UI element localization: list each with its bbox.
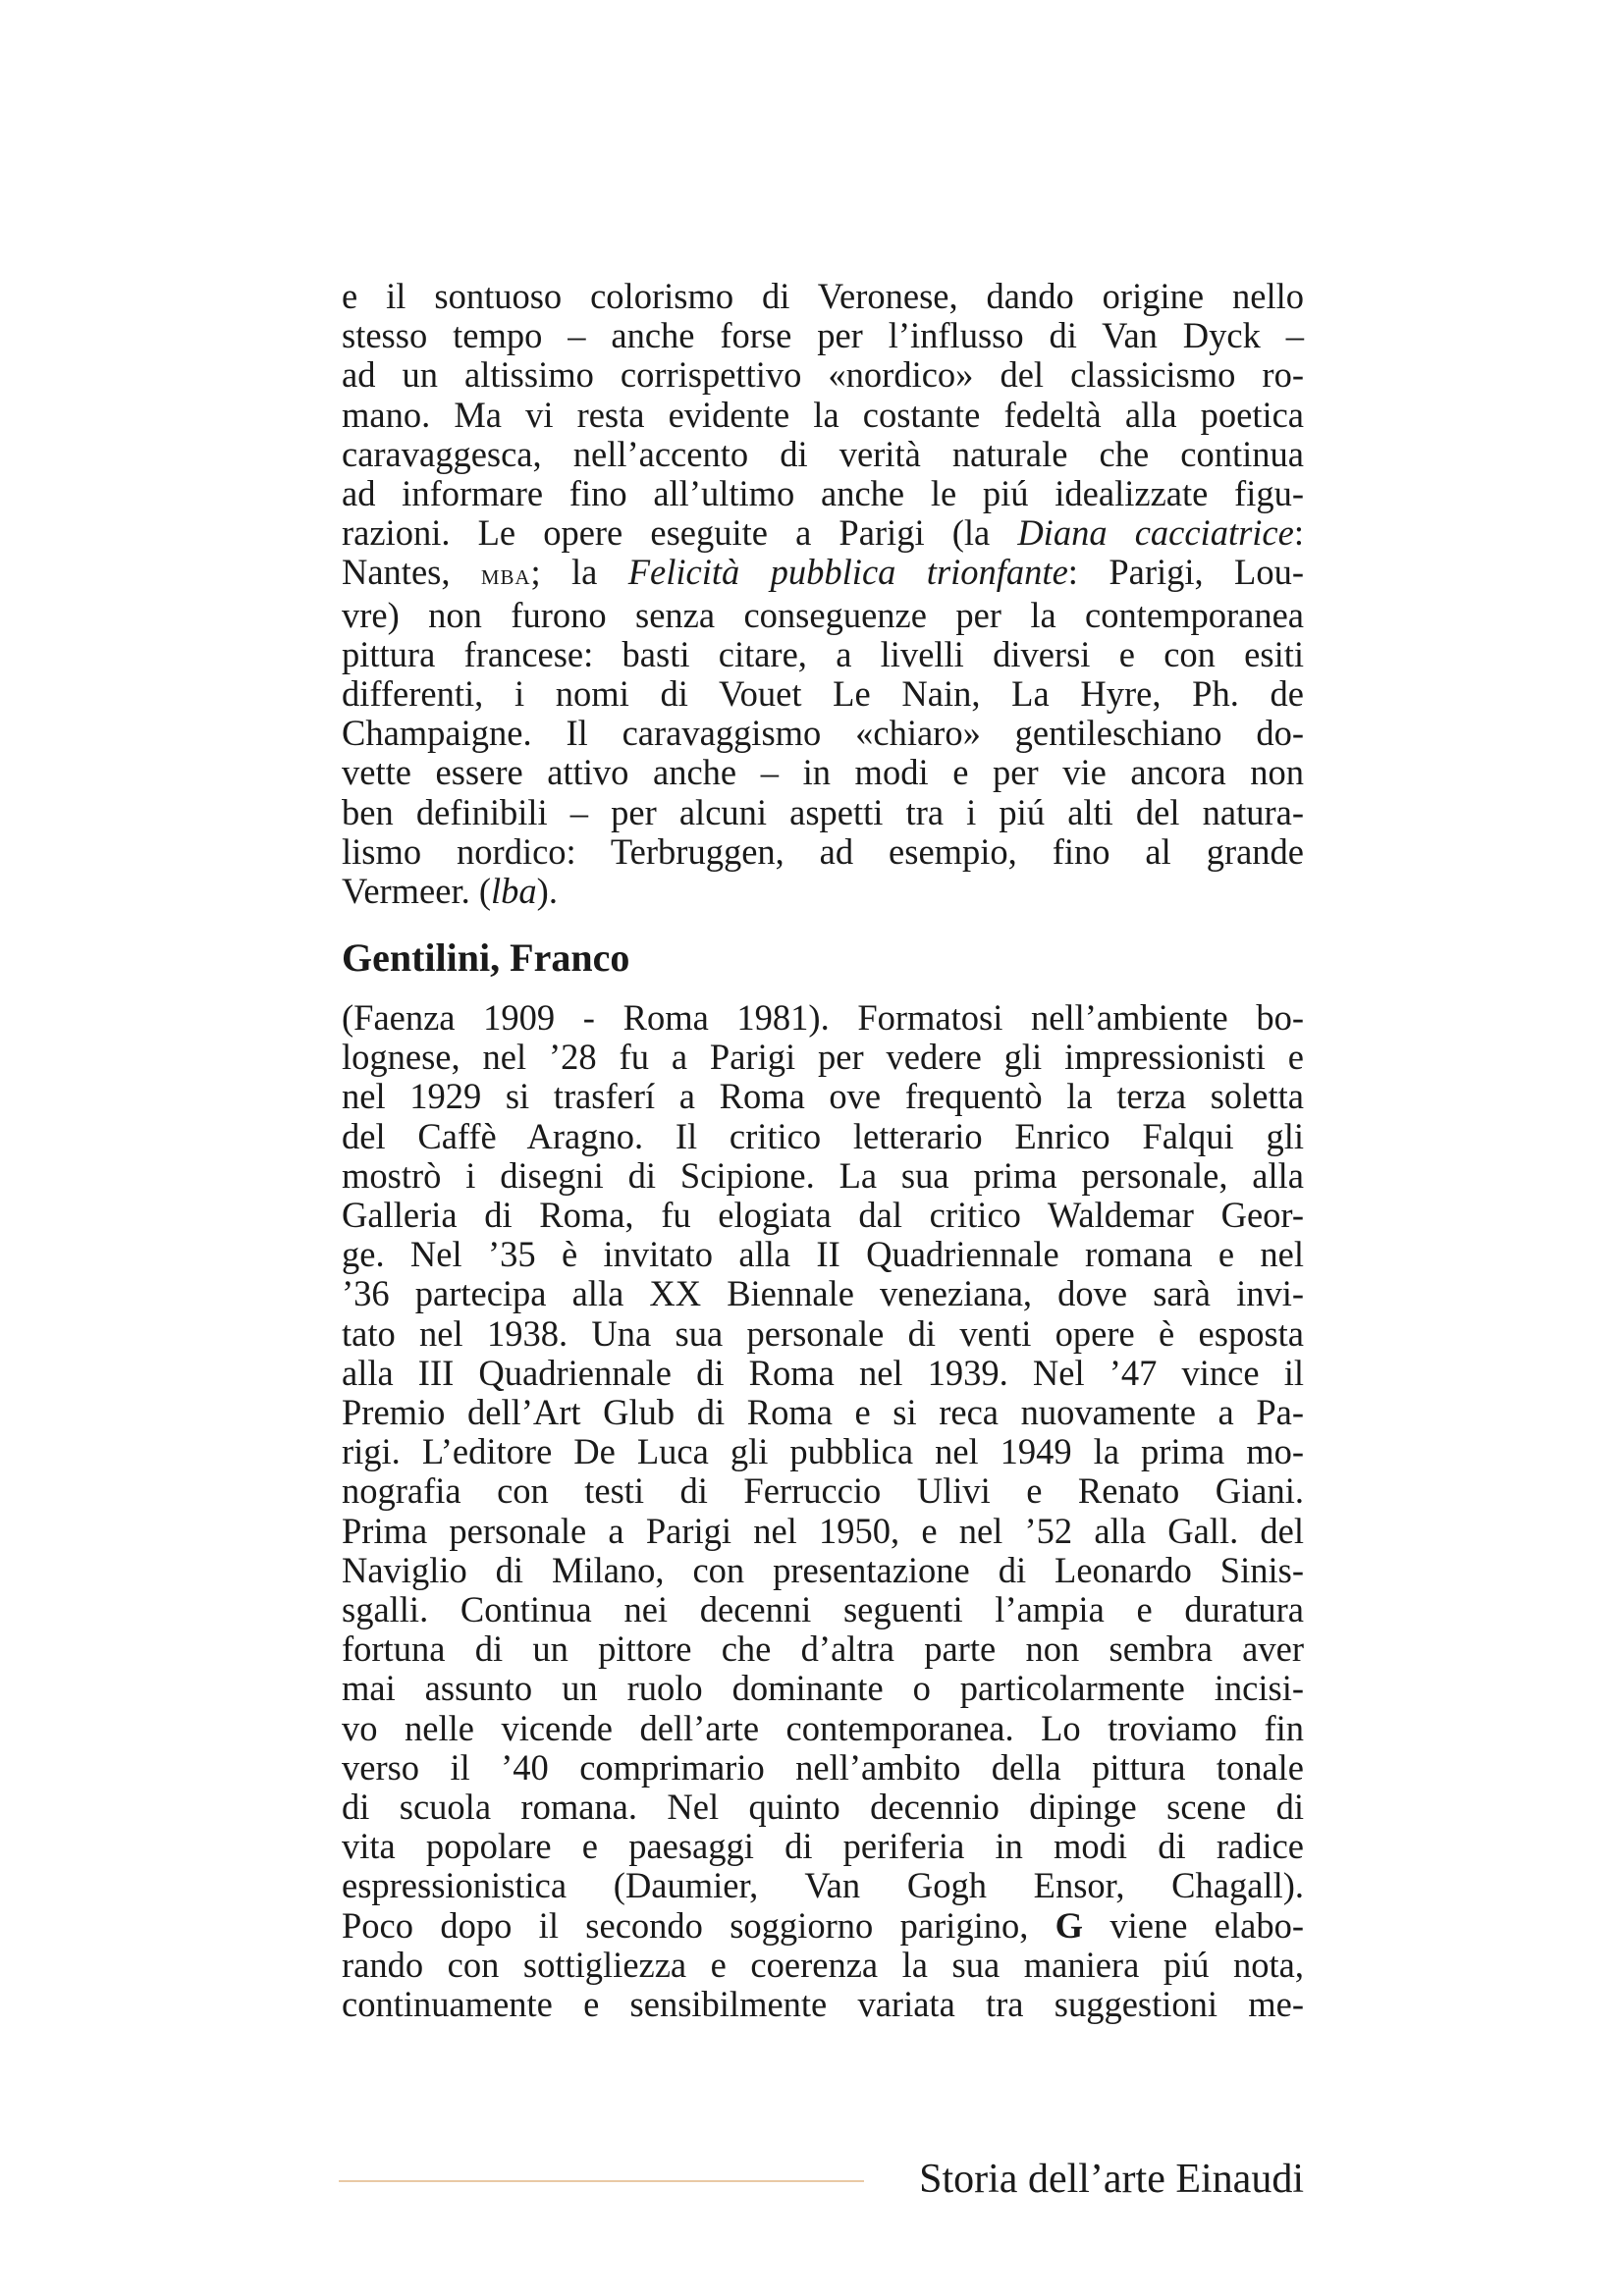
text-line: mano. Ma vi resta evidente la costante fedeltà alla poetica [342, 394, 1304, 435]
text-line: razioni. Le opere eseguite a Parigi (la Diana cacciatrice: [342, 512, 1304, 554]
abbreviated-name: G [1055, 1904, 1084, 1946]
text-line: (Faenza 1909 - Roma 1981). Formatosi nell’ambiente bo- [342, 997, 1304, 1038]
text-line: Vermeer. (lba). [342, 871, 558, 912]
footer-rule [339, 2180, 864, 2182]
text-line: verso il ’40 comprimario nell’ambito della pittura tonale [342, 1746, 1304, 1788]
text-line: ge. Nel ’35 è invitato alla II Quadriennale romana e nel [342, 1234, 1304, 1275]
text-line: vette essere attivo anche – in modi e per vie ancora non [342, 752, 1304, 793]
text-line: Prima personale a Parigi nel 1950, e nel ’52 alla Gall. del [342, 1510, 1304, 1551]
text-line: nel 1929 si trasferí a Roma ove frequentò la terza soletta [342, 1076, 1304, 1117]
text-line: caravaggesca, nell’accento di verità naturale che continua [342, 433, 1304, 474]
text-line: Champaigne. Il caravaggismo «chiaro» gentileschiano do- [342, 713, 1304, 754]
artwork-title: Diana cacciatrice [1017, 512, 1294, 554]
text-line: lismo nordico: Terbruggen, ad esempio, fino al grande [342, 830, 1304, 872]
text-line: continuamente e sensibilmente variata tra suggestioni me- [342, 1984, 1304, 2025]
text-column-veronese-passage [342, 277, 1304, 911]
text-line: differenti, i nomi di Vouet Le Nain, La Hyre, Ph. de [342, 673, 1304, 715]
text-line: ’36 partecipa alla XX Biennale veneziana, dove sarà invi- [342, 1273, 1304, 1314]
text-line: sgalli. Continua nei decenni seguenti l’ampia e duratura [342, 1589, 1304, 1630]
text-column-gentilini-entry [342, 998, 1304, 2024]
text-line: Nantes, mba; la Felicità pubblica trionfante: Parigi, Lou- [342, 552, 1305, 593]
text-line: vre) non furono senza conseguenze per la contemporanea [342, 594, 1304, 635]
text-line: fortuna di un pittore che d’altra parte non sembra aver [342, 1629, 1304, 1670]
text-line: di scuola romana. Nel quinto decennio dipinge scene di [342, 1787, 1304, 1828]
text-line: pittura francese: basti citare, a livelli diversi e con esiti [342, 633, 1304, 674]
text-line: rando con sottigliezza e coerenza la sua maniera piú nota, [342, 1944, 1304, 1985]
text-line: ad informare fino all’ultimo anche le piú idealizzate figu- [342, 473, 1304, 514]
text-line: mai assunto un ruolo dominante o particolarmente incisi- [342, 1668, 1304, 1709]
text-line: Premio dell’Art Glub di Roma e si reca nuovamente a Pa- [342, 1392, 1304, 1433]
entry-heading: Gentilini, Franco [342, 935, 630, 980]
text-line: espressionistica (Daumier, Van Gogh Ensor, Chagall). [342, 1865, 1304, 1906]
text-line: del Caffè Aragno. Il critico letterario Enrico Falqui gli [342, 1115, 1304, 1156]
text-line: nografia con testi di Ferruccio Ulivi e Renato Giani. [342, 1470, 1304, 1512]
artwork-title: Felicità pubblica trionfante [627, 552, 1068, 593]
text-line: rigi. L’editore De Luca gli pubblica nel 1949 la prima mo- [342, 1431, 1304, 1472]
text-line: e il sontuoso colorismo di Veronese, dando origine nello [342, 276, 1304, 316]
text-line: Naviglio di Milano, con presentazione di Leonardo Sinis- [342, 1549, 1304, 1590]
text-line: lognese, nel ’28 fu a Parigi per vedere gli impressionisti e [342, 1037, 1304, 1078]
text-line: alla III Quadriennale di Roma nel 1939. Nel ’47 vince il [342, 1352, 1304, 1393]
text-line: ad un altissimo corrispettivo «nordico» del classicismo ro- [342, 354, 1304, 396]
text-line: tato nel 1938. Una sua personale di venti opere è esposta [342, 1312, 1304, 1354]
text-line: Galleria di Roma, fu elogiata dal critico Waldemar Geor- [342, 1195, 1304, 1236]
author-initials: lba [491, 871, 537, 912]
text-line: mostrò i disegni di Scipione. La sua prima personale, alla [342, 1154, 1304, 1196]
museum-abbreviation: mba [480, 559, 531, 592]
text-line: Poco dopo il secondo soggiorno parigino, G viene elabo- [342, 1904, 1304, 1946]
footer-title: Storia dell’arte Einaudi [919, 2157, 1304, 2202]
text-line: ben definibili – per alcuni aspetti tra i piú alti del natura- [342, 791, 1304, 832]
text-line: vita popolare e paesaggi di periferia in modi di radice [342, 1826, 1304, 1867]
text-line: vo nelle vicende dell’arte contemporanea. Lo troviamo fin [342, 1707, 1304, 1748]
text-line: stesso tempo – anche forse per l’influsso di Van Dyck – [342, 315, 1304, 356]
